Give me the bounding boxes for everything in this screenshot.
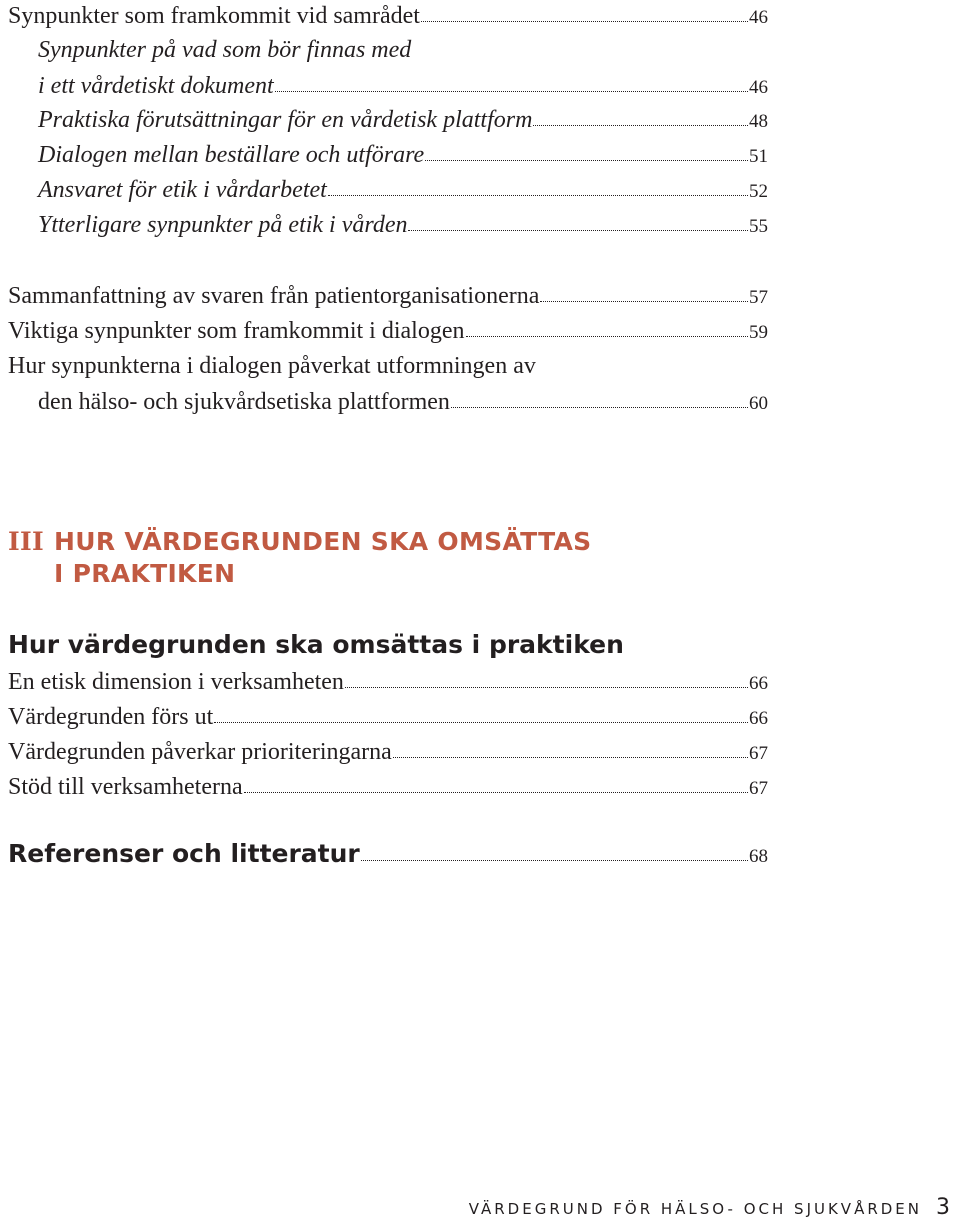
- toc-entry-title: Stöd till verksamheterna: [8, 774, 243, 800]
- section-title-line2: I PRAKTIKEN: [54, 559, 236, 588]
- toc-entry-page: 51: [749, 146, 768, 167]
- leader-dots: [451, 407, 748, 408]
- leader-dots: [425, 160, 748, 161]
- section-number: III: [8, 527, 44, 556]
- toc-entry-title-line1: Hur synpunkterna i dialogen påverkat utformningen av: [8, 353, 536, 379]
- toc-entry-page: 55: [749, 216, 768, 237]
- leader-dots: [345, 687, 748, 688]
- toc-entry[interactable]: [38, 72, 768, 102]
- toc-entry[interactable]: [8, 282, 768, 312]
- toc-entry-title: Praktiska förutsättningar för en vårdetisk plattform: [38, 107, 533, 133]
- leader-dots: [244, 792, 748, 793]
- toc-entry-title-line1: Synpunkter på vad som bör finnas med: [38, 37, 412, 63]
- toc-entry[interactable]: [38, 211, 768, 241]
- toc-entry-title: Ytterligare synpunkter på etik i vården: [38, 212, 408, 238]
- toc-entry-page: 46: [749, 7, 768, 28]
- toc-entry-title: Referenser och litteratur: [8, 839, 360, 868]
- toc-entry[interactable]: [38, 141, 768, 171]
- toc-entry-title: Ansvaret för etik i vårdarbetet: [38, 177, 327, 203]
- toc-entry[interactable]: [38, 176, 768, 206]
- leader-dots: [275, 91, 748, 92]
- toc-entry-page: 67: [749, 743, 768, 764]
- toc-entry-page: 66: [749, 673, 768, 694]
- toc-entry[interactable]: [38, 106, 768, 136]
- section-heading: [8, 526, 768, 590]
- toc-entry-page: 46: [749, 77, 768, 98]
- running-footer-title: VÄRDEGRUND FÖR HÄLSO- OCH SJUKVÅRDEN: [468, 1200, 922, 1218]
- toc-entry-page: 52: [749, 181, 768, 202]
- toc-entry-page: 57: [749, 287, 768, 308]
- toc-entry-page: 59: [749, 322, 768, 343]
- toc-entry[interactable]: [8, 668, 768, 698]
- toc-entry[interactable]: [8, 738, 768, 768]
- toc-entry[interactable]: [8, 2, 768, 32]
- toc-entry-page: 68: [749, 846, 768, 867]
- toc-entry[interactable]: [8, 773, 768, 803]
- leader-dots: [361, 860, 748, 861]
- toc-entry-title: Synpunkter som framkommit vid samrådet: [8, 3, 420, 29]
- leader-dots: [408, 230, 748, 231]
- toc-entry[interactable]: [38, 388, 768, 418]
- toc-entry-page: 66: [749, 708, 768, 729]
- leader-dots: [214, 722, 748, 723]
- leader-dots: [393, 757, 748, 758]
- toc-entry[interactable]: [8, 317, 768, 347]
- page-footer: [469, 1195, 950, 1220]
- toc-entry-title: Dialogen mellan beställare och utförare: [38, 142, 425, 168]
- toc-entry-page: 48: [749, 111, 768, 132]
- leader-dots: [533, 125, 748, 126]
- page-number: 3: [936, 1195, 950, 1220]
- toc-entry-page: 60: [749, 393, 768, 414]
- leader-dots: [466, 336, 749, 337]
- toc-entry-title: Värdegrunden påverkar prioriteringarna: [8, 739, 392, 765]
- subsection-heading: Hur värdegrunden ska omsättas i praktiken: [8, 630, 624, 659]
- leader-dots: [540, 301, 748, 302]
- toc-entry-page: 67: [749, 778, 768, 799]
- leader-dots: [421, 21, 748, 22]
- toc-entry-title: Värdegrunden förs ut: [8, 704, 214, 730]
- toc-entry-title: Sammanfattning av svaren från patientorganisationerna: [8, 283, 540, 309]
- toc-entry-title: Viktiga synpunkter som framkommit i dialogen: [8, 318, 465, 344]
- leader-dots: [328, 195, 748, 196]
- toc-entry-title: den hälso- och sjukvårdsetiska plattformen: [38, 389, 450, 415]
- section-title-line1: HUR VÄRDEGRUNDEN SKA OMSÄTTAS: [54, 527, 592, 556]
- toc-entry-title: En etisk dimension i verksamheten: [8, 669, 344, 695]
- toc-entry[interactable]: [8, 703, 768, 733]
- toc-entry-title: i ett vårdetiskt dokument: [38, 73, 274, 99]
- toc-entry-references[interactable]: [8, 840, 768, 871]
